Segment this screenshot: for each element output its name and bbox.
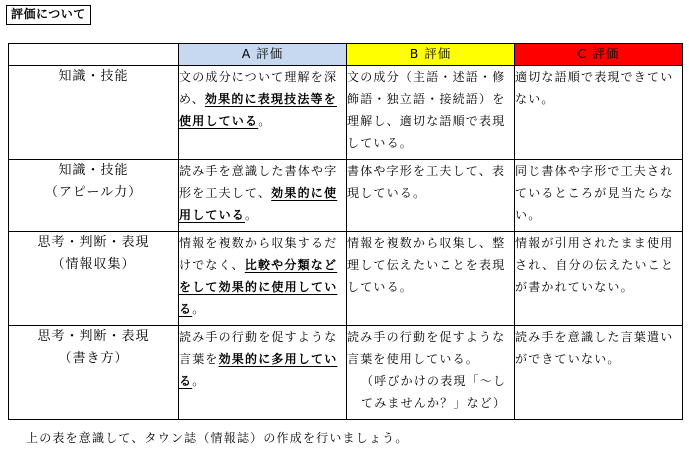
a-grade-text: 読み手の行動を促すような言葉を xyxy=(179,330,338,366)
header-b-grade: B 評価 xyxy=(347,44,515,66)
page-title: 評価について xyxy=(6,5,91,25)
b-grade-cell: 文の成分（主語・述語・修飾語・独立語・接続語）を理解し、適切な語順で表現している。 xyxy=(347,66,515,160)
table-row xyxy=(9,232,683,326)
b-grade-text: 読み手の行動を促すような言葉を使用している。 xyxy=(347,330,506,366)
header-blank-cell xyxy=(9,44,179,66)
a-grade-emphasis: 効果的に多用している xyxy=(179,352,338,388)
row-label-line1: 知識・技能 xyxy=(58,69,129,84)
footer-instruction: 上の表を意識して、タウン誌（情報誌）の作成を行いましょう。 xyxy=(26,431,409,445)
header-c-grade: C 評価 xyxy=(515,44,683,66)
header-a-grade: A 評価 xyxy=(179,44,347,66)
b-grade-cell: 情報を複数から収集し、整理して伝えたいことを表現している。 xyxy=(347,232,515,326)
a-grade-text: 文の成分について理解を深め、 xyxy=(179,70,338,106)
row-label xyxy=(9,232,179,326)
row-label-line1: 思考・判断・表現 xyxy=(37,329,150,344)
c-grade-cell: 情報が引用されたまま使用され、自分の伝えたいことが書かれていない。 xyxy=(515,232,683,326)
a-grade-emphasis: 効果的に使用している xyxy=(179,186,338,222)
c-grade-cell: 読み手を意識した言葉遣いができていない。 xyxy=(515,326,683,420)
row-label-line1: 思考・判断・表現 xyxy=(37,235,150,250)
row-label-line2: （アピール力） xyxy=(44,185,143,200)
a-grade-cell xyxy=(179,326,347,420)
a-grade-text-end: 。 xyxy=(245,208,259,222)
row-label-line2: （書き方） xyxy=(58,351,129,366)
b-grade-cell xyxy=(347,326,515,420)
a-grade-emphasis: 比較や分類などをして効果的に使用している xyxy=(179,258,338,316)
a-grade-emphasis: 効果的に表現技法等を使用している xyxy=(179,92,337,128)
table-row xyxy=(9,66,683,160)
c-grade-cell: 同じ書体や字形で工夫されているところが見当たらない。 xyxy=(515,160,683,232)
a-grade-cell xyxy=(179,232,347,326)
a-grade-text-end: 。 xyxy=(258,114,272,128)
b-grade-example-note: （呼びかけの表現「～してみませんか？」など） xyxy=(361,374,507,410)
a-grade-text-end: 。 xyxy=(192,374,206,388)
table-row xyxy=(9,326,683,420)
row-label xyxy=(9,160,179,232)
row-label xyxy=(9,326,179,420)
evaluation-rubric-table xyxy=(8,43,683,420)
b-grade-cell: 書体や字形を工夫して、表現している。 xyxy=(347,160,515,232)
a-grade-cell xyxy=(179,66,347,160)
row-label-line1: 知識・技能 xyxy=(58,163,129,178)
a-grade-text: 読み手を意識した書体や字形を工夫して、 xyxy=(179,164,338,200)
table-row xyxy=(9,160,683,232)
row-label-line2: （情報収集） xyxy=(51,257,136,272)
c-grade-cell: 適切な語順で表現できていない。 xyxy=(515,66,683,160)
a-grade-cell xyxy=(179,160,347,232)
a-grade-text: 情報を複数から収集するだけでなく、 xyxy=(179,236,338,272)
a-grade-text-end: 。 xyxy=(192,302,206,316)
row-label xyxy=(9,66,179,160)
header-row xyxy=(9,44,683,66)
